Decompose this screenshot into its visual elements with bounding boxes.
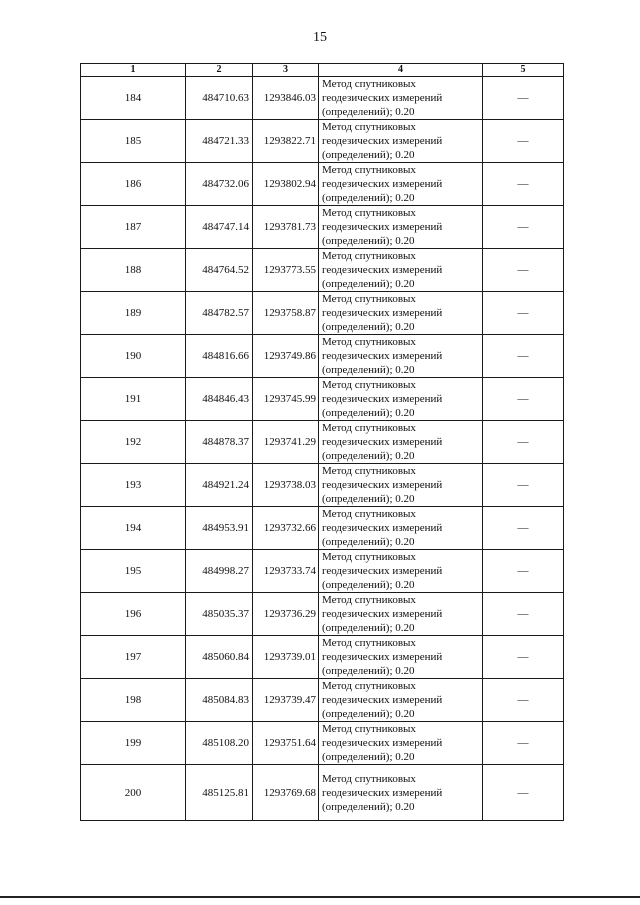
x-coordinate-cell: 484732.06 xyxy=(186,163,253,206)
table-row xyxy=(81,120,564,163)
note-cell: — xyxy=(483,636,564,679)
method-cell: Метод спутниковых геодезических измерений (определений); 0.20 xyxy=(319,722,483,765)
method-cell: Метод спутниковых геодезических измерений (определений); 0.20 xyxy=(319,120,483,163)
y-coordinate-cell: 1293732.66 xyxy=(253,507,319,550)
point-number-cell: 190 xyxy=(81,335,186,378)
method-cell: Метод спутниковых геодезических измерений (определений); 0.20 xyxy=(319,249,483,292)
point-number-cell: 197 xyxy=(81,636,186,679)
y-coordinate-cell: 1293846.03 xyxy=(253,77,319,120)
x-coordinate-cell: 484747.14 xyxy=(186,206,253,249)
point-number-cell: 187 xyxy=(81,206,186,249)
table-row xyxy=(81,292,564,335)
header-col-4: 4 xyxy=(319,64,483,77)
method-cell: Метод спутниковых геодезических измерений (определений); 0.20 xyxy=(319,292,483,335)
method-cell: Метод спутниковых геодезических измерений (определений); 0.20 xyxy=(319,679,483,722)
y-coordinate-cell: 1293758.87 xyxy=(253,292,319,335)
coordinates-table xyxy=(80,63,564,821)
y-coordinate-cell: 1293781.73 xyxy=(253,206,319,249)
header-row xyxy=(81,64,564,77)
point-number-cell: 198 xyxy=(81,679,186,722)
x-coordinate-cell: 484816.66 xyxy=(186,335,253,378)
header-col-2: 2 xyxy=(186,64,253,77)
table-row xyxy=(81,636,564,679)
note-cell: — xyxy=(483,292,564,335)
method-cell: Метод спутниковых геодезических измерений (определений); 0.20 xyxy=(319,206,483,249)
table-row xyxy=(81,249,564,292)
method-cell: Метод спутниковых геодезических измерений (определений); 0.20 xyxy=(319,77,483,120)
y-coordinate-cell: 1293739.01 xyxy=(253,636,319,679)
note-cell: — xyxy=(483,120,564,163)
point-number-cell: 196 xyxy=(81,593,186,636)
y-coordinate-cell: 1293745.99 xyxy=(253,378,319,421)
note-cell: — xyxy=(483,550,564,593)
x-coordinate-cell: 484710.63 xyxy=(186,77,253,120)
x-coordinate-cell: 485035.37 xyxy=(186,593,253,636)
note-cell: — xyxy=(483,335,564,378)
x-coordinate-cell: 485108.20 xyxy=(186,722,253,765)
point-number-cell: 194 xyxy=(81,507,186,550)
note-cell: — xyxy=(483,378,564,421)
point-number-cell: 186 xyxy=(81,163,186,206)
y-coordinate-cell: 1293741.29 xyxy=(253,421,319,464)
note-cell: — xyxy=(483,421,564,464)
x-coordinate-cell: 485060.84 xyxy=(186,636,253,679)
header-col-1: 1 xyxy=(81,64,186,77)
table-row xyxy=(81,550,564,593)
note-cell: — xyxy=(483,593,564,636)
table-row xyxy=(81,421,564,464)
y-coordinate-cell: 1293822.71 xyxy=(253,120,319,163)
table-row xyxy=(81,722,564,765)
method-cell: Метод спутниковых геодезических измерений (определений); 0.20 xyxy=(319,421,483,464)
y-coordinate-cell: 1293773.55 xyxy=(253,249,319,292)
method-cell: Метод спутниковых геодезических измерений (определений); 0.20 xyxy=(319,335,483,378)
point-number-cell: 195 xyxy=(81,550,186,593)
x-coordinate-cell: 485125.81 xyxy=(186,765,253,821)
note-cell: — xyxy=(483,77,564,120)
y-coordinate-cell: 1293769.68 xyxy=(253,765,319,821)
x-coordinate-cell: 484764.52 xyxy=(186,249,253,292)
method-cell: Метод спутниковых геодезических измерений (определений); 0.20 xyxy=(319,636,483,679)
method-cell: Метод спутниковых геодезических измерений (определений); 0.20 xyxy=(319,378,483,421)
method-cell: Метод спутниковых геодезических измерений (определений); 0.20 xyxy=(319,163,483,206)
y-coordinate-cell: 1293749.86 xyxy=(253,335,319,378)
table-row xyxy=(81,765,564,821)
method-cell: Метод спутниковых геодезических измерений (определений); 0.20 xyxy=(319,593,483,636)
point-number-cell: 191 xyxy=(81,378,186,421)
note-cell: — xyxy=(483,507,564,550)
method-cell: Метод спутниковых геодезических измерений (определений); 0.20 xyxy=(319,550,483,593)
x-coordinate-cell: 484878.37 xyxy=(186,421,253,464)
table-row xyxy=(81,77,564,120)
x-coordinate-cell: 484921.24 xyxy=(186,464,253,507)
y-coordinate-cell: 1293733.74 xyxy=(253,550,319,593)
y-coordinate-cell: 1293736.29 xyxy=(253,593,319,636)
note-cell: — xyxy=(483,679,564,722)
x-coordinate-cell: 485084.83 xyxy=(186,679,253,722)
point-number-cell: 189 xyxy=(81,292,186,335)
method-cell: Метод спутниковых геодезических измерений (определений); 0.20 xyxy=(319,507,483,550)
table-body xyxy=(81,77,564,821)
point-number-cell: 199 xyxy=(81,722,186,765)
table-row xyxy=(81,206,564,249)
note-cell: — xyxy=(483,464,564,507)
point-number-cell: 184 xyxy=(81,77,186,120)
note-cell: — xyxy=(483,249,564,292)
point-number-cell: 188 xyxy=(81,249,186,292)
page-number: 15 xyxy=(313,30,327,45)
table-row xyxy=(81,593,564,636)
note-cell: — xyxy=(483,765,564,821)
header-col-5: 5 xyxy=(483,64,564,77)
table-row xyxy=(81,464,564,507)
page-bottom-rule xyxy=(0,896,640,898)
x-coordinate-cell: 484782.57 xyxy=(186,292,253,335)
point-number-cell: 193 xyxy=(81,464,186,507)
point-number-cell: 185 xyxy=(81,120,186,163)
table-row xyxy=(81,163,564,206)
x-coordinate-cell: 484721.33 xyxy=(186,120,253,163)
point-number-cell: 192 xyxy=(81,421,186,464)
header-col-3: 3 xyxy=(253,64,319,77)
y-coordinate-cell: 1293738.03 xyxy=(253,464,319,507)
x-coordinate-cell: 484846.43 xyxy=(186,378,253,421)
table-row xyxy=(81,378,564,421)
table-row xyxy=(81,507,564,550)
table-row xyxy=(81,335,564,378)
note-cell: — xyxy=(483,163,564,206)
x-coordinate-cell: 484998.27 xyxy=(186,550,253,593)
y-coordinate-cell: 1293739.47 xyxy=(253,679,319,722)
y-coordinate-cell: 1293802.94 xyxy=(253,163,319,206)
table-row xyxy=(81,679,564,722)
y-coordinate-cell: 1293751.64 xyxy=(253,722,319,765)
point-number-cell: 200 xyxy=(81,765,186,821)
note-cell: — xyxy=(483,722,564,765)
note-cell: — xyxy=(483,206,564,249)
table-header xyxy=(81,64,564,77)
method-cell: Метод спутниковых геодезических измерений (определений); 0.20 xyxy=(319,464,483,507)
x-coordinate-cell: 484953.91 xyxy=(186,507,253,550)
method-cell: Метод спутниковых геодезических измерений (определений); 0.20 xyxy=(319,765,483,821)
